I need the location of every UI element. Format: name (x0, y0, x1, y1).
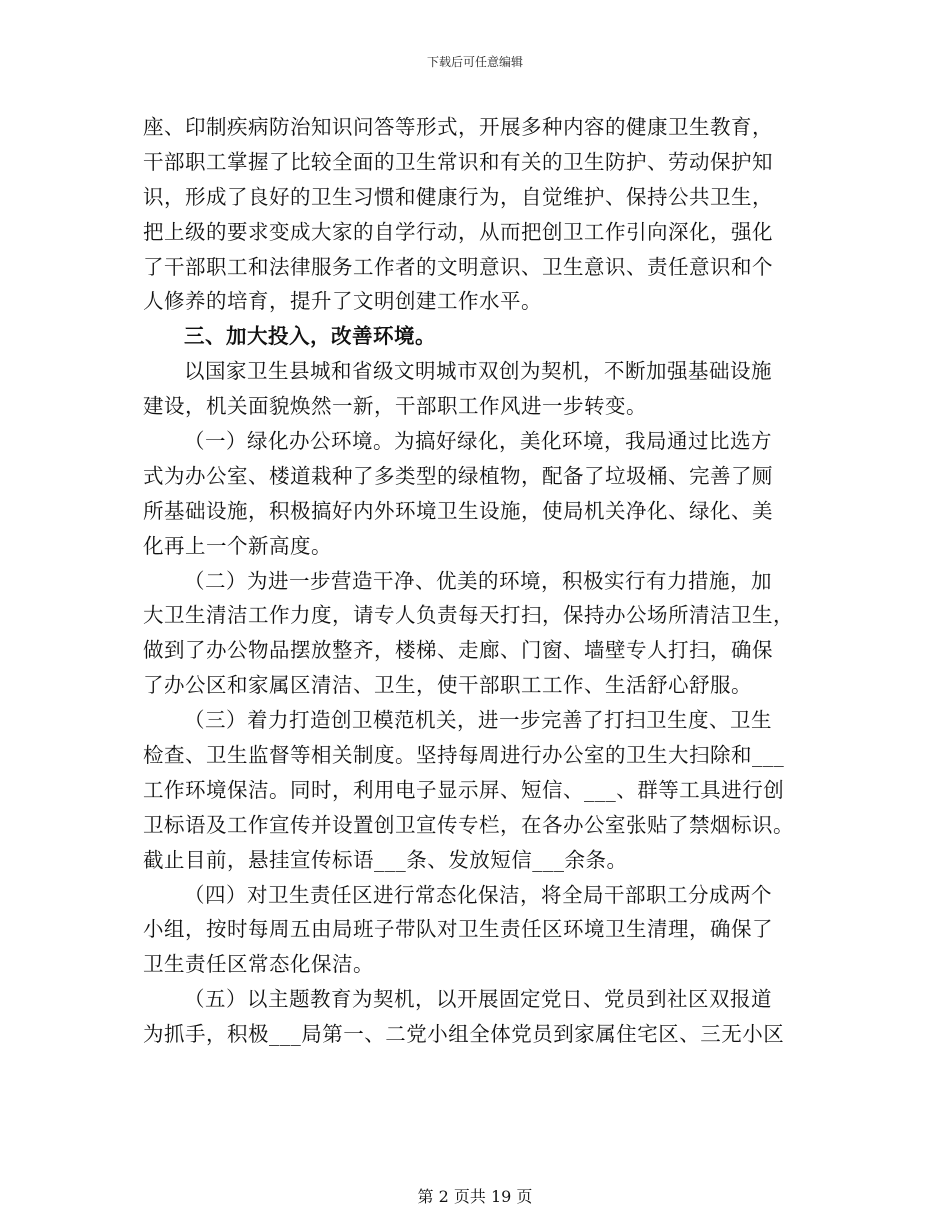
text-line: 做到了办公物品摆放整齐，楼梯、走廊、门窗、墙壁专人打扫，确保 (143, 638, 773, 663)
text-line: 卫标语及工作宣传并设置创卫宣传专栏，在各办公室张贴了禁烟标识。 (143, 812, 794, 837)
text-line: 人修养的培育，提升了文明创建工作水平。 (143, 289, 542, 314)
text-line: 卫生责任区常态化保洁。 (143, 952, 374, 977)
text-line: 建设，机关面貌焕然一新，干部职工作风进一步转变。 (143, 394, 647, 419)
text-line: 干部职工掌握了比较全面的卫生常识和有关的卫生防护、劳动保护知 (143, 149, 773, 174)
text-line: （一）绿化办公环境。为搞好绿化，美化环境，我局通过比选方 (184, 429, 772, 454)
page-header-note: 下载后可任意编辑 (426, 55, 523, 69)
text-line: 大卫生清洁工作力度，请专人负责每天打扫，保持办公场所清洁卫生， (143, 603, 794, 628)
text-line: 化再上一个新高度。 (143, 533, 332, 558)
page-number: 第 2 页共 19 页 (417, 1187, 533, 1206)
text-line: 检查、卫生监督等相关制度。坚持每周进行办公室的卫生大扫除和___ (143, 743, 785, 768)
text-line: 小组，按时每周五由局班子带队对卫生责任区环境卫生清理，确保了 (143, 917, 773, 942)
text-line: 把上级的要求变成大家的自学行动，从而把创卫工作引向深化，强化 (143, 219, 773, 244)
text-line: 式为办公室、楼道栽种了多类型的绿植物，配备了垃圾桶、完善了厕 (143, 463, 773, 488)
text-line: （四）对卫生责任区进行常态化保洁，将全局干部职工分成两个 (184, 882, 772, 907)
text-line: 了干部职工和法律服务工作者的文明意识、卫生意识、责任意识和个 (143, 254, 773, 279)
text-line: （五）以主题教育为契机，以开展固定党日、党员到社区双报道 (184, 987, 772, 1012)
text-line: 以国家卫生县城和省级文明城市双创为契机，不断加强基础设施 (184, 359, 772, 384)
text-line: 所基础设施，积极搞好内外环境卫生设施，使局机关净化、绿化、美 (143, 498, 773, 523)
text-line: （二）为进一步营造干净、优美的环境，积极实行有力措施，加 (184, 568, 772, 593)
section-heading: 三、加大投入，改善环境。 (184, 324, 436, 349)
text-line: 工作环境保洁。同时，利用电子显示屏、短信、___、群等工具进行创 (143, 777, 785, 802)
document-body (143, 110, 807, 1052)
text-line: 了办公区和家属区清洁、卫生，使干部职工工作、生活舒心舒服。 (143, 673, 752, 698)
text-line: 座、印制疾病防治知识问答等形式，开展多种内容的健康卫生教育， (143, 115, 773, 139)
text-line: 为抓手，积极___局第一、二党小组全体党员到家属住宅区、三无小区 (143, 1022, 785, 1047)
text-line: 截止目前，悬挂宣传标语___条、发放短信___余条。 (143, 847, 628, 872)
text-line: 识，形成了良好的卫生习惯和健康行为，自觉维护、保持公共卫生， (143, 184, 773, 209)
text-line: （三）着力打造创卫模范机关，进一步完善了打扫卫生度、卫生 (184, 708, 772, 733)
